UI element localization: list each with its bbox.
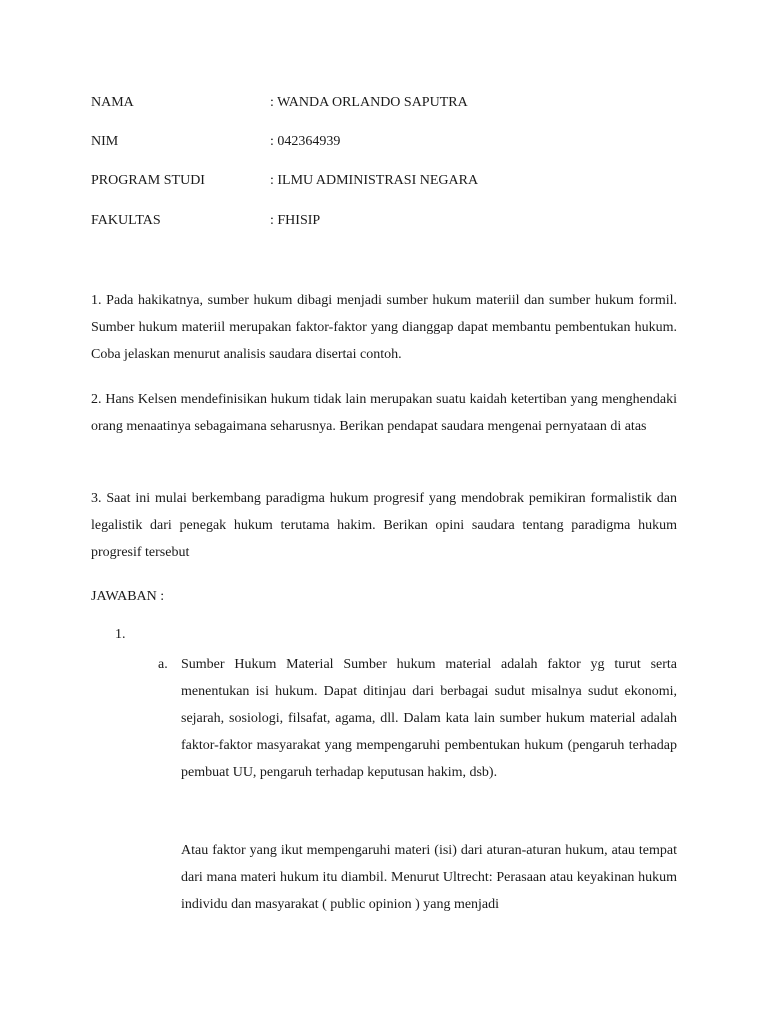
program-studi-label: PROGRAM STUDI — [91, 173, 205, 188]
fakultas-label: FAKULTAS — [91, 213, 161, 228]
nim-label: NIM — [91, 134, 119, 149]
fakultas-value: : FHISIP — [270, 213, 321, 228]
identity-row-nim — [91, 132, 691, 152]
answer-sub-marker: a. — [158, 657, 168, 672]
identity-row-program-studi — [91, 171, 691, 191]
identity-row-nama — [91, 93, 691, 113]
identity-row-fakultas — [91, 211, 691, 231]
program-studi-value: : ILMU ADMINISTRASI NEGARA — [270, 173, 479, 188]
answer-paragraph-2: Atau faktor yang ikut mempengaruhi materi (isi) dari aturan-aturan hukum, atau tempat dari mana materi hukum itu diambil. Menurut Ultrecht: Perasaan atau keyakinan hukum individu dan masyarakat ( public opinion ) yang menjadi — [181, 843, 677, 912]
nama-value: : WANDA ORLANDO SAPUTRA — [270, 95, 468, 110]
answer-list-number: 1. — [115, 627, 126, 642]
question-3: 3. Saat ini mulai berkembang paradigma hukum progresif yang mendobrak pemikiran formalistik dan legalistik dari penegak hukum terutama hakim. Berikan opini saudara tentang paradigma hukum progresif tersebut — [91, 491, 677, 560]
answer-paragraph-1: Sumber Hukum Material Sumber hukum material adalah faktor yg turut serta menentukan isi hukum. Dapat ditinjau dari berbagai sudut misalnya sudut ekonomi, sejarah, sosiologi, filsafat, agama, dll. Dalam kata lain sumber hukum material adalah faktor-faktor masyarakat yang mempengaruhi pembentukan hukum (pengaruh terhadap pembuat UU, pengaruh terhadap keputusan hakim, dsb). — [181, 657, 677, 780]
answer-heading: JAWABAN : — [91, 589, 165, 604]
nama-label: NAMA — [91, 95, 134, 110]
question-1: 1. Pada hakikatnya, sumber hukum dibagi menjadi sumber hukum materiil dan sumber hukum formil. Sumber hukum materiil merupakan faktor-faktor yang dianggap dapat membantu pembentukan hukum. Coba jelaskan menurut analisis saudara disertai contoh. — [91, 293, 677, 362]
nim-value: : 042364939 — [270, 134, 341, 149]
question-2: 2. Hans Kelsen mendefinisikan hukum tidak lain merupakan suatu kaidah ketertiban yang menghendaki orang menaatinya sebagaimana seharusnya. Berikan pendapat saudara mengenai pernyataan di atas — [91, 392, 677, 434]
